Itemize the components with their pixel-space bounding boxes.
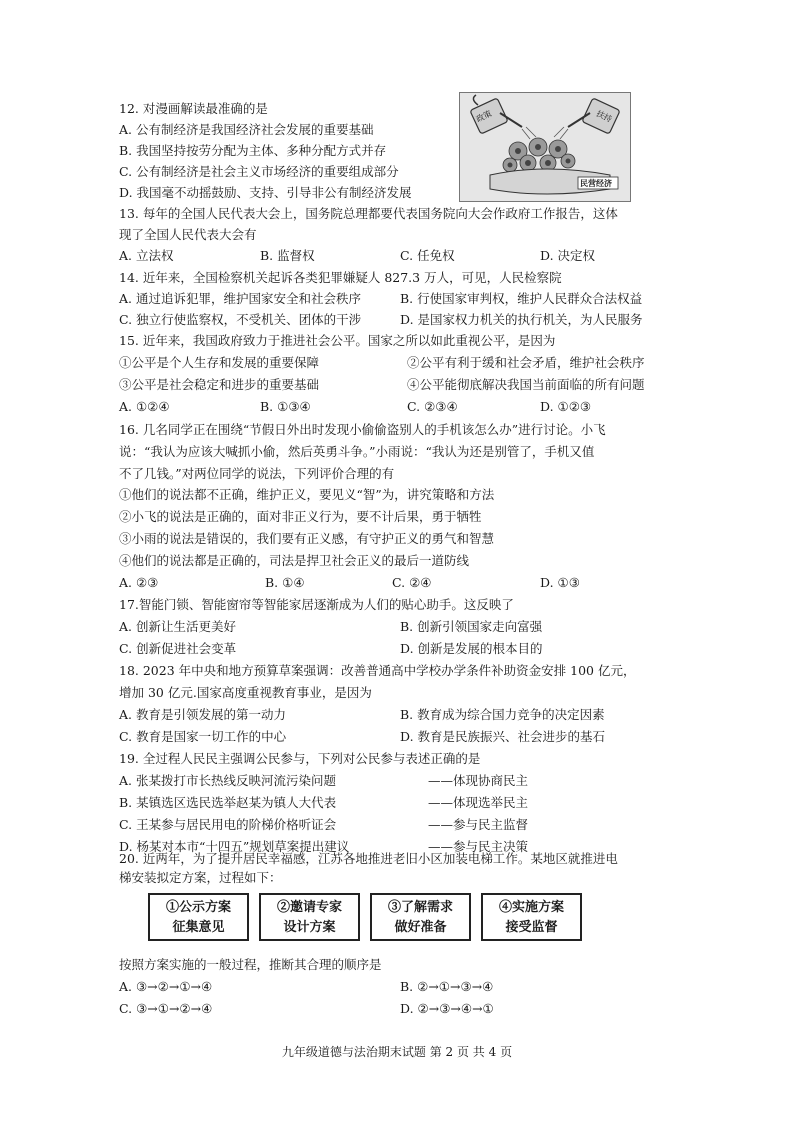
q12-option-b: B. 我国坚持按劳分配为主体、多种分配方式并存	[119, 143, 387, 158]
q18-stem-line2: 增加 30 亿元.国家高度重视教育事业，是因为	[119, 685, 372, 700]
q20-option-c: C. ③→①→②→④	[119, 1001, 213, 1016]
q15-option-b: B. ①③④	[260, 399, 311, 414]
q16-option-b: B. ①④	[265, 575, 305, 590]
q12-option-c: C. 公有制经济是社会主义市场经济的重要组成部分	[119, 164, 399, 179]
q20-step-4-line2: 接受监督	[505, 920, 558, 935]
cartoon-can-right-label: 扶持	[594, 109, 614, 124]
q12-cartoon-image	[459, 92, 631, 202]
q20-question: 按照方案实施的一般过程，推断其合理的顺序是	[119, 957, 382, 972]
q19-option-d-note: ——参与民主决策	[428, 839, 529, 854]
q15-item-2: ②公平有利于缓和社会矛盾，维护社会秩序	[407, 355, 645, 370]
q19-stem: 19. 全过程人民民主强调公民参与，下列对公民参与表述正确的是	[119, 751, 481, 766]
q17-option-a: A. 创新让生活更美好	[119, 619, 236, 634]
q16-option-d: D. ①③	[540, 575, 580, 590]
q16-option-a: A. ②③	[119, 575, 159, 590]
q16-item-2: ②小飞的说法是正确的，面对非正义行为，要不计后果，勇于牺牲	[119, 509, 482, 524]
q19-option-a-note: ——体现协商民主	[428, 773, 529, 788]
q13-stem-line1: 13. 每年的全国人民代表大会上，国务院总理都要代表国务院向大会作政府工作报告，这体	[119, 206, 618, 221]
q16-stem-line2: 说：“我认为应该大喊抓小偷，然后英勇斗争。”小雨说：“我认为还是别管了，手机又值	[119, 444, 595, 459]
q19-option-b-note: ——体现选举民主	[428, 795, 529, 810]
q20-step-box-4	[481, 893, 582, 941]
q17-option-b: B. 创新引领国家走向富强	[400, 619, 543, 634]
q12-option-a: A. 公有制经济是我国经济社会发展的重要基础	[119, 122, 374, 137]
q18-option-b: B. 教育成为综合国力竞争的决定因素	[400, 707, 605, 722]
q16-stem-line3: 不了几钱。”对两位同学的说法，下列评价合理的有	[119, 466, 395, 481]
q18-option-a: A. 教育是引领发展的第一动力	[119, 707, 286, 722]
q13-option-d: D. 决定权	[540, 248, 596, 263]
q20-step-2-line2: 设计方案	[283, 920, 336, 935]
q20-step-4-line1: ④实施方案	[498, 900, 564, 915]
page-footer: 九年级道德与法治期末试题 第 2 页 共 4 页	[281, 1045, 513, 1059]
q20-stem-line1: 20. 近两年，为了提升居民幸福感，江苏各地推进老旧小区加装电梯工作。某地区就推进电	[119, 851, 618, 866]
q15-item-3: ③公平是社会稳定和进步的重要基础	[119, 377, 320, 392]
cartoon-plate-label: 民营经济	[580, 178, 612, 188]
q19-option-a: A. 张某拨打市长热线反映河流污染问题	[119, 773, 336, 788]
q17-option-c: C. 创新促进社会变革	[119, 641, 237, 656]
q20-step-2-line1: ②邀请专家	[276, 900, 342, 915]
q15-option-c: C. ②③④	[407, 399, 458, 414]
q18-option-d: D. 教育是民族振兴、社会进步的基石	[400, 729, 606, 744]
q19-option-b: B. 某镇选区选民选举赵某为镇人大代表	[119, 795, 337, 810]
q20-stem-line2: 梯安装拟定方案，过程如下：	[119, 870, 282, 885]
q20-step-3-line2: 做好准备	[394, 920, 447, 935]
q15-item-4: ④公平能彻底解决我国当前面临的所有问题	[407, 377, 645, 392]
q17-stem: 17.智能门锁、智能窗帘等智能家居逐渐成为人们的贴心助手。这反映了	[119, 597, 514, 612]
q14-option-a: A. 通过追诉犯罪，维护国家安全和社会秩序	[119, 291, 361, 306]
q14-stem: 14. 近年来，全国检察机关起诉各类犯罪嫌疑人 827.3 万人，可见，人民检察院	[119, 270, 562, 285]
q12-option-d: D. 我国毫不动摇鼓励、支持、引导非公有制经济发展	[119, 185, 412, 200]
q20-option-d: D. ②→③→④→①	[400, 1001, 494, 1016]
q16-stem-line1: 16. 几名同学正在围绕“节假日外出时发现小偷偷盗别人的手机该怎么办”进行讨论。小飞	[119, 422, 606, 437]
q16-item-1: ①他们的说法都不正确，维护正义，要见义“智”为，讲究策略和方法	[119, 487, 495, 502]
q19-option-d: D. 杨某对本市“十四五”规划草案提出建议	[119, 839, 350, 854]
q18-option-c: C. 教育是国家一切工作的中心	[119, 729, 287, 744]
q20-option-a: A. ③→②→①→④	[119, 979, 213, 994]
q13-stem-line2: 现了全国人民代表大会有	[119, 227, 257, 242]
q16-item-3: ③小雨的说法是错误的，我们要有正义感，有守护正义的勇气和智慧	[119, 531, 495, 546]
q20-step-1-line2: 征集意见	[172, 920, 225, 935]
q16-item-4: ④他们的说法都是正确的，司法是捍卫社会正义的最后一道防线	[119, 553, 470, 568]
q20-step-box-2	[259, 893, 360, 941]
q15-stem: 15. 近年来，我国政府致力于推进社会公平。国家之所以如此重视公平，是因为	[119, 333, 556, 348]
q13-option-c: C. 任免权	[400, 248, 455, 263]
q18-stem-line1: 18. 2023 年中央和地方预算草案强调：改善普通高中学校办学条件补助资金安排 100 亿元，	[119, 663, 636, 678]
q16-option-c: C. ②④	[392, 575, 432, 590]
q20-step-1-line1: ①公示方案	[165, 900, 231, 915]
q14-option-b: B. 行使国家审判权，维护人民群众合法权益	[400, 291, 643, 306]
q19-option-c: C. 王某参与居民用电的阶梯价格听证会	[119, 817, 337, 832]
q12-stem: 12. 对漫画解读最准确的是	[119, 101, 268, 116]
q14-option-d: D. 是国家权力机关的执行机关，为人民服务	[400, 312, 643, 327]
q20-step-box-3	[370, 893, 471, 941]
cartoon-can-left-label: 政策	[474, 109, 494, 124]
q20-step-box-1	[148, 893, 249, 941]
q13-option-a: A. 立法权	[119, 248, 174, 263]
q20-step-3-line1: ③了解需求	[387, 900, 453, 915]
q20-option-b: B. ②→①→③→④	[400, 979, 494, 994]
q15-option-d: D. ①②③	[540, 399, 592, 414]
q13-option-b: B. 监督权	[260, 248, 315, 263]
q14-option-c: C. 独立行使监察权，不受机关、团体的干涉	[119, 312, 362, 327]
q15-option-a: A. ①②④	[119, 399, 170, 414]
q19-option-c-note: ——参与民主监督	[428, 817, 529, 832]
q17-option-d: D. 创新是发展的根本目的	[400, 641, 543, 656]
q15-item-1: ①公平是个人生存和发展的重要保障	[119, 355, 320, 370]
